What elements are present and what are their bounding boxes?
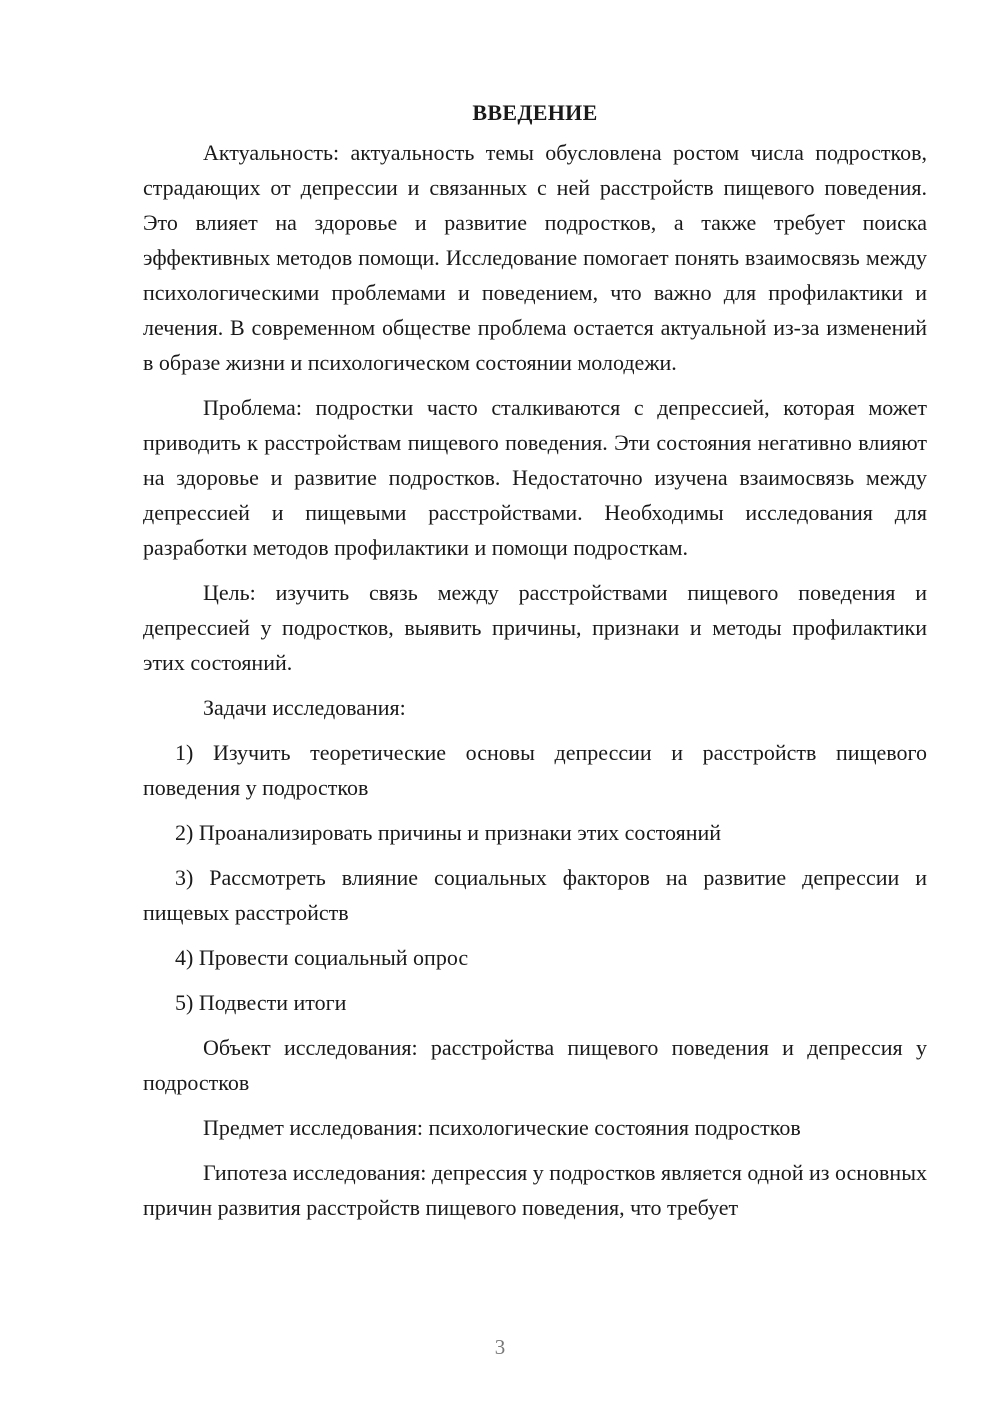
problem-paragraph: Проблема: подростки часто сталкиваются с депрессией, которая может приводить к расстройствам пищевого поведения. Эти состояния негативно влияют на здоровье и развитие подростков. Недостаточно изучена взаимосвязь между депрессией и пищевыми расстройствами. Необходимы исследования для разработки методов профилактики и помощи подросткам. [143,395,927,560]
task-item-2: 2) Проанализировать причины и признаки этих состояний [175,820,722,845]
tasks-title: Задачи исследования: [203,695,406,720]
goal-paragraph: Цель: изучить связь между расстройствами пищевого поведения и депрессией у подростков, выявить причины, признаки и методы профилактики этих состояний. [143,580,927,675]
hypothesis-paragraph: Гипотеза исследования: депрессия у подростков является одной из основных причин развития расстройств пищевого поведения, что требует [143,1160,927,1220]
object-paragraph: Объект исследования: расстройства пищевого поведения и депрессия у подростков [143,1035,927,1095]
task-item-1: 1) Изучить теоретические основы депрессии и расстройств пищевого поведения у подростков [143,740,927,800]
section-heading: ВВЕДЕНИЕ [472,100,598,125]
task-item-4: 4) Провести социальный опрос [175,945,469,970]
relevance-paragraph: Актуальность: актуальность темы обусловлена ростом числа подростков, страдающих от депрессии и связанных с ней расстройств пищевого поведения. Это влияет на здоровье и развитие подростков, а также требует поиска эффективных методов помощи. Исследование помогает понять взаимосвязь между психологическими проблемами и поведением, что важно для профилактики и лечения. В современном обществе проблема остается актуальной из-за изменений в образе жизни и психологическом состоянии молодежи. [143,140,927,375]
task-item-3: 3) Рассмотреть влияние социальных факторов на развитие депрессии и пищевых расстройств [143,865,927,925]
page-number: 3 [494,1335,506,1359]
task-item-5: 5) Подвести итоги [175,990,347,1015]
page-content [143,95,927,1225]
subject-paragraph: Предмет исследования: психологические состояния подростков [203,1115,801,1140]
